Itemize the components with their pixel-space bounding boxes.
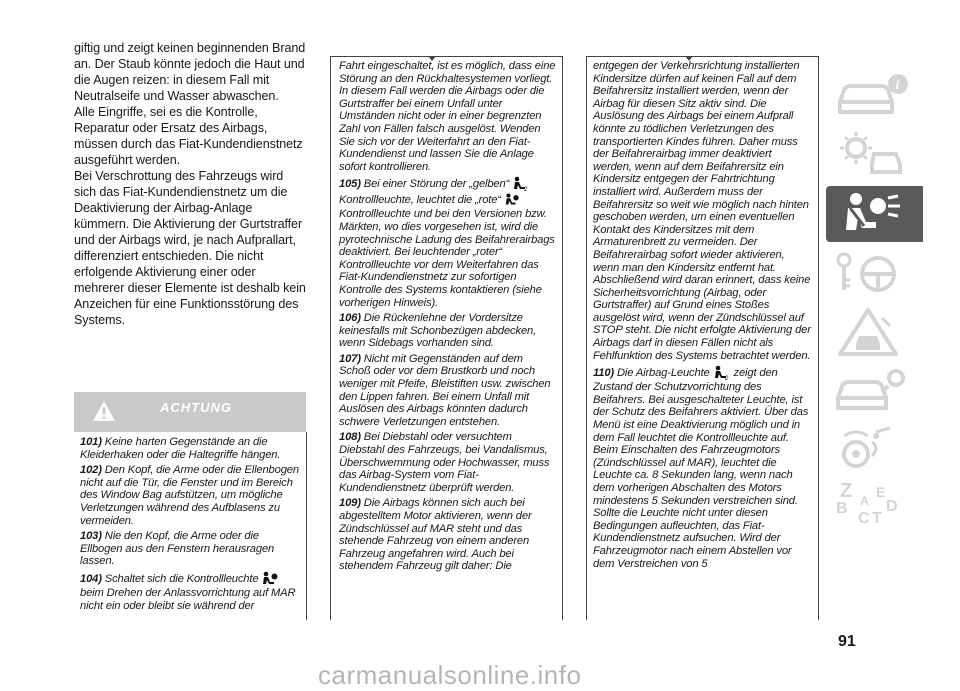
index-letter: A	[860, 494, 869, 508]
column-3	[586, 56, 819, 620]
item-text: beim Drehen der Anlassvorrichtung auf MAR nicht ein oder bleibt sie während der	[80, 586, 296, 612]
page-number: 91	[838, 633, 856, 650]
item-text: Die Rückenlehne der Vordersitze keinesfalls mit Schonbezügen abdecken, wenn Sidebags vorhanden sind.	[339, 312, 537, 350]
warning-item	[339, 353, 562, 429]
warning-triangle-car-icon	[826, 304, 923, 360]
item-text: Kontrollleuchte, leuchtet die „rote“	[339, 194, 501, 207]
item-number: 102)	[80, 464, 102, 477]
seatbelt-airbag-icon	[826, 186, 923, 242]
item-text: zeigt den Zustand der Schutzvorrichtung des Beifahrers. Bei ausgeschalteter Leuchte, ist der Schutz des Beifahrers aktiviert. Über das Menü ist eine Deaktivierung möglich und in dem Fall leuchtet die Kontrollleuchte auf. Beim Einschalten des Fahrzeugmotors (Zündschlüssel auf MAR), leuchtet die Leuchte ca. 8 Sekunden lang, wenn nach dem vorherigen Abschalten des Motors mindestens 5 Sekunden verstreichen sind. Sollte die Leuchte nicht unter diesen Bedingungen aufleuchten, das Fiat-Kundendienstnetz aufsuchen. Wird der Fahrzeugmotor nach einem Abstellen vor dem Verstreichen von 5	[593, 367, 809, 570]
tab-multimedia[interactable]	[826, 420, 923, 476]
item-text: Bei einer Störung der „gelben“	[363, 178, 510, 191]
paragraph: giftig und zeigt keinen beginnenden Brand an. Der Staub könnte jedoch die Haut und die Augen reizen: in diesem Fall mit Neutralseife und Wasser abwaschen.	[74, 41, 306, 103]
svg-text:2: 2	[724, 376, 728, 382]
item-number: 110)	[593, 367, 614, 380]
airbag-warning-icon	[713, 365, 731, 381]
warning-item	[339, 60, 562, 173]
column-2	[330, 56, 563, 620]
item-number: 106)	[339, 312, 361, 325]
warning-item	[80, 530, 306, 568]
paragraph: Alle Eingriffe, sei es die Kontrolle, Reparatur oder Ersatz des Airbags, müssen durch das Fiat-Kundendienstnetz ausgeführt werden.	[74, 105, 303, 167]
car-info-icon	[826, 68, 923, 124]
warning-item	[339, 431, 562, 494]
column-1	[74, 40, 306, 328]
warning-title: ACHTUNG	[160, 400, 232, 415]
item-text: Die Airbag-Leuchte	[616, 367, 710, 380]
alphabetical-index-icon	[836, 480, 906, 534]
warning-item	[80, 571, 306, 612]
warning-body	[74, 432, 307, 620]
warning-item	[339, 176, 562, 309]
item-text: Die Airbags können sich auch bei abgestelltem Motor aktivieren, wenn der Zündschlüssel auf MAR steht und das stehende Fahrzeug von einem anderen Fahrzeug angefahren wird. Auch bei stehendem Fahrzeug gilt daher: Die	[339, 497, 532, 573]
item-number: 103)	[80, 530, 102, 543]
warning-item	[339, 497, 562, 573]
index-letter: C	[858, 510, 870, 527]
index-letter: Z	[840, 480, 853, 502]
item-text: Bei Diebstahl oder versuchtem Diebstahl des Fahrzeugs, bei Vandalismus, Überschwemmung oder Hochwasser, muss das Airbag-System vom Fiat-Kundendienstnetz überprüft werden.	[339, 431, 550, 494]
watermark: carmanualsonline.info	[318, 660, 582, 690]
item-text: entgegen der Verkehrsrichtung installierten Kindersitze dürfen auf keinen Fall auf dem Beifahrersitz installiert werden, wenn der Airbag für diesen Sitz aktiv sind. Die Auslösung des Airbags bei einem Aufprall könnte zu tödlichen Verletzungen des transportierten Kindes führen. Daher muss der Beifahrerairbag immer deaktiviert werden, wenn auf dem Beifahrersitz ein Kindersitz entgegen der Fahrtrichtung installiert wird. Außerdem muss der Beifahrersitz so weit wie möglich nach hinten geschoben werden, um einen eventuellen Kontakt des Kindersitzes mit dem Armaturenbrett zu vermeiden. Der Beifahrerairbag sofort wieder aktivieren, wenn man den Kindersitz entfernt hat. Abschließend wird daran erinnert, dass keine Sicherheitsvorrichtung (Airbag, oder Gurtstraffer) auf Grund eines Stoßes ausgelöst wird, wenn der Zündschlüssel auf STOP steht. Die nicht erfolgte Aktivierung der Airbags darf in diesen Fällen nicht als Fehlfunktion des Systems betrachtet werden.	[593, 60, 811, 362]
svg-text:2: 2	[524, 187, 528, 193]
tab-dashboard-lights[interactable]	[826, 124, 923, 180]
tab-safety[interactable]	[826, 186, 923, 242]
warning-item	[80, 436, 306, 461]
index-letter: T	[872, 510, 882, 527]
item-number: 108)	[339, 431, 361, 444]
warning-item	[80, 464, 306, 527]
item-number: 105)	[339, 178, 361, 191]
item-text: Den Kopf, die Arme oder die Ellenbogen nicht auf die Tür, die Fenster und im Bereich des Window Bag aufstützen, um mögliche Verletzungen während des Aufblasens zu vermeiden.	[80, 464, 299, 527]
airbag-warning-icon	[504, 192, 520, 208]
item-text: Fahrt eingeschaltet, ist es möglich, dass eine Störung an den Rückhaltesystemen vorliegt. In diesem Fall werden die Airbags oder die Gurtstraffer bei einem Unfall unter Umständen nicht oder in einer begrenzten Zahl von Fällen falsch ausgelöst. Wenden Sie sich vor der Weiterfahrt an den Fiat-Kundendienst und lassen Sie die Anlage sofort kontrollieren.	[339, 60, 556, 173]
item-text: Nie den Kopf, die Arme oder die Ellbogen aus den Fenstern herausragen lassen.	[80, 530, 275, 568]
airbag-warning-icon	[261, 571, 279, 587]
item-text: Nicht mit Gegenständen auf dem Schoß oder vor dem Brustkorb und noch weniger mit Pfeife, Bleistiften usw. zwischen den Lippen fahren. Bei einem Unfall mit Auslösen des Airbags könnten dadurch schwere Verletzungen entstehen.	[339, 352, 551, 428]
warning-item	[593, 365, 818, 570]
dashboard-lights-icon	[826, 124, 923, 180]
item-number: 109)	[339, 497, 361, 510]
warning-item	[339, 312, 562, 350]
tab-index[interactable]	[826, 478, 923, 534]
item-text: Keine harten Gegenstände an die Kleiderhaken oder die Haltegriffe hängen.	[80, 436, 281, 461]
key-steering-icon	[826, 246, 923, 302]
item-text: Kontrollleuchte und bei den Versionen bzw. Märkten, wo dies vorgesehen ist, wird die pyrotechnische Ladung des Beifahrerairbags deaktiviert. Bei leuchtender „roter“ Kontrollleuchte vor dem Weiterfahren das Fiat-Kundendienstnetz zur sofortigen Kontrolle des Systems kontaktieren (siehe vorherigen Hinweis).	[339, 208, 555, 309]
item-number: 101)	[80, 436, 102, 448]
multimedia-icon	[826, 420, 923, 476]
tab-maintenance[interactable]	[826, 362, 923, 418]
index-letter: E	[876, 484, 886, 500]
item-number: 107)	[339, 352, 361, 365]
item-number: 104)	[80, 572, 102, 585]
airbag-warning-icon	[512, 176, 530, 192]
warning-header	[74, 392, 306, 432]
car-service-icon	[826, 362, 923, 418]
paragraph: Bei Verschrottung des Fahrzeugs wird sich das Fiat-Kundendienstnetz um die Deaktivierung der Airbag-Anlage kümmern. Die Aktivierung der Gurtstraffer und der Airbags wird, je nach Aufprallart, differenziert entschieden. Die nicht erfolgende Aktivierung einer oder mehrerer dieser Elemente ist deshalb kein Anzeichen für eine Funktionsstörung des Systems.	[74, 169, 306, 327]
index-letter: D	[886, 498, 898, 515]
tab-driving[interactable]	[826, 246, 923, 302]
tab-car-info[interactable]	[826, 68, 923, 124]
warning-item	[593, 60, 818, 362]
warning-triangle-icon	[92, 400, 116, 422]
tab-emergency[interactable]	[826, 304, 923, 360]
svg-text:i: i	[895, 78, 900, 93]
index-letter: B	[836, 500, 848, 517]
item-text: Schaltet sich die Kontrollleuchte	[104, 572, 259, 585]
